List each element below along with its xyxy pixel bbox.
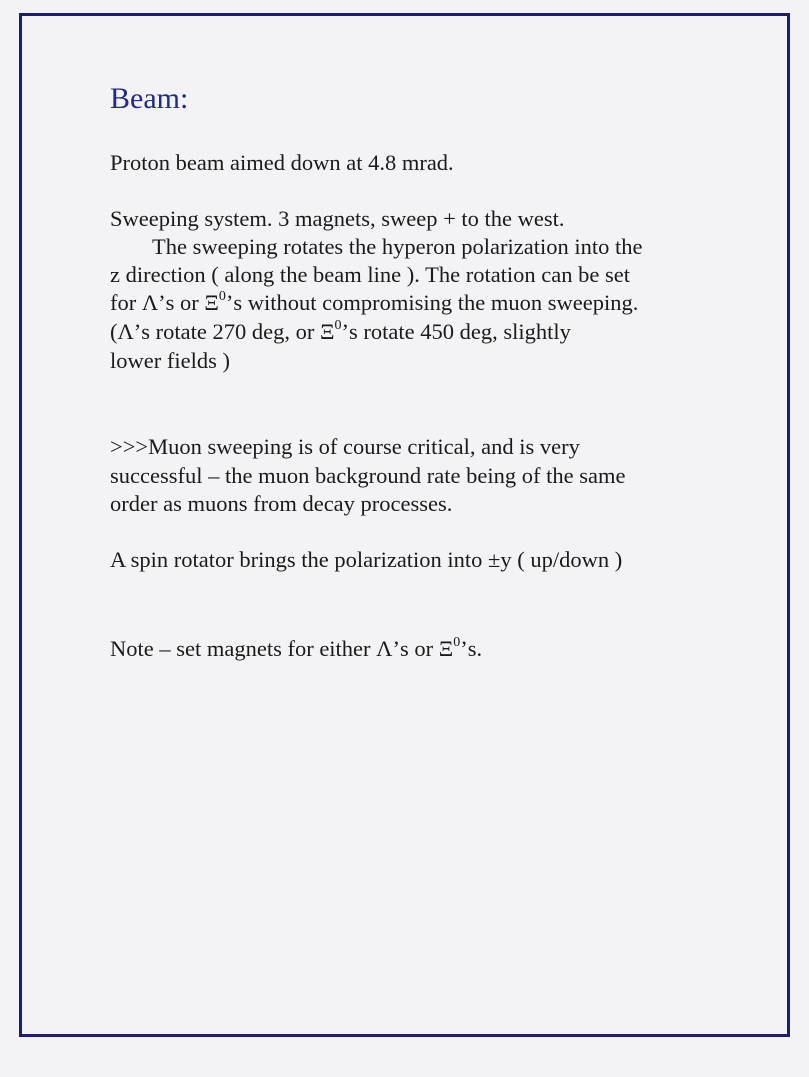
superscript-zero: 0 [218,289,226,304]
lambda-xi-text-b: ’s without compromising the muon sweeping. [225,290,639,315]
superscript-zero: 0 [453,635,461,650]
sweeping-rotation-line: The sweeping rotates the hyperon polarization into the [152,234,643,259]
rotation-angles-line [110,318,571,344]
lambda-xi-text-a: for Λ’s or Ξ [110,290,219,315]
muon-background-line: successful – the muon background rate being of the same [110,463,626,488]
sweeping-system-line: Sweeping system. 3 magnets, sweep + to the west. [110,206,565,231]
lower-fields-line: lower fields ) [110,348,230,373]
lambda-xi-line [110,289,639,315]
z-direction-line: z direction ( along the beam line ). The rotation can be set [110,262,631,287]
proton-beam-text: Proton beam aimed down at 4.8 mrad. [110,150,454,175]
decay-processes-line: order as muons from decay processes. [110,491,453,516]
superscript-zero: 0 [334,318,342,333]
note-text-a: Note – set magnets for either Λ’s or Ξ [110,636,454,661]
page-title: Beam: [110,82,189,115]
note-text-b: ’s. [460,636,483,661]
spin-rotator-text: A spin rotator brings the polarization into ±y ( up/down ) [110,547,623,572]
note-line [110,635,483,661]
rotation-text-b: ’s rotate 450 deg, slightly [341,319,571,344]
muon-sweeping-line: >>>Muon sweeping is of course critical, and is very [110,434,580,459]
rotation-text-a: (Λ’s rotate 270 deg, or Ξ [110,319,335,344]
